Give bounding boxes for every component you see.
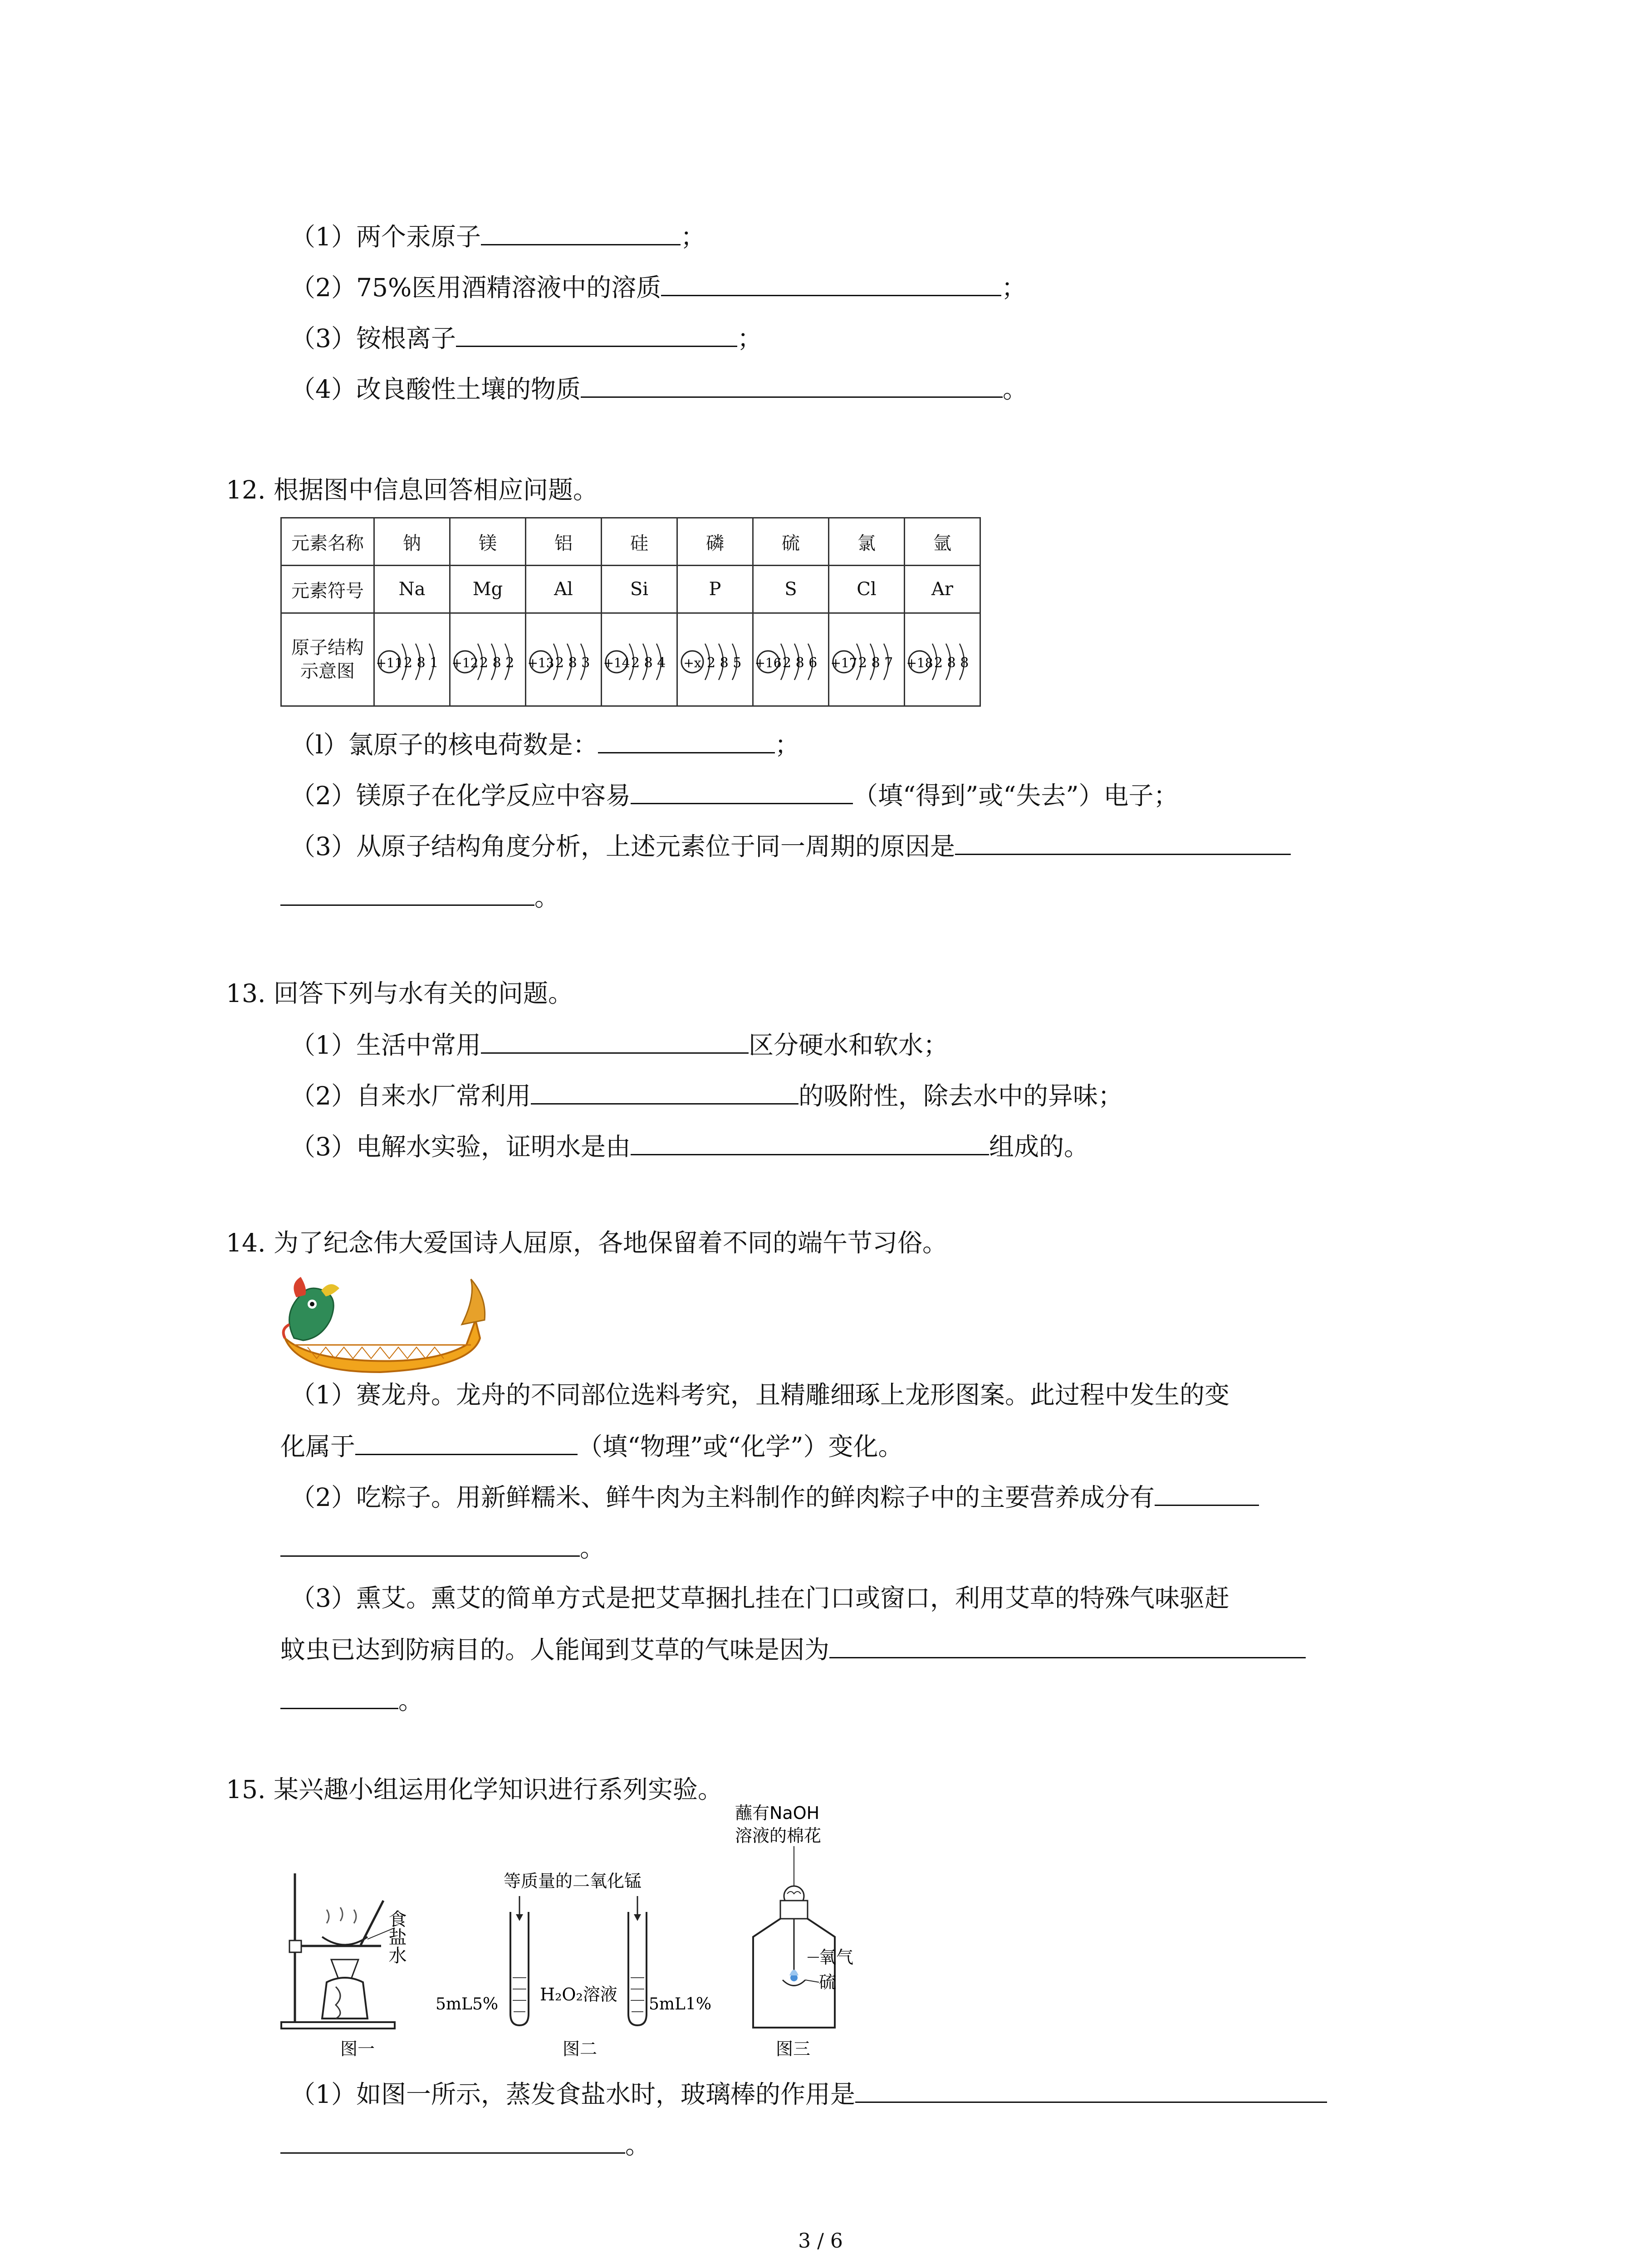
fig3-gas-label: 氧气 <box>819 1947 854 1967</box>
q11-item-3: （3）铵根离子 ； <box>290 319 762 357</box>
atom-structure-diagram <box>602 613 677 706</box>
answer-blank[interactable] <box>661 269 1001 296</box>
q13-sub-3: （3）电解水实验，证明水是由 组成的。 <box>290 1128 1089 1165</box>
row-header: 元素符号 <box>281 566 374 613</box>
answer-blank[interactable] <box>855 2075 1327 2103</box>
fig2-right-label: 5mL1% <box>649 1995 712 2014</box>
shell-electrons: 2 8 2 <box>480 655 514 671</box>
answer-blank[interactable] <box>598 726 775 753</box>
element-symbol: P <box>677 566 753 613</box>
element-symbol: Na <box>374 566 450 613</box>
element-symbol: S <box>753 566 829 613</box>
nucleus-charge: +11 <box>376 655 403 670</box>
q14-sub-1b: 化属于 （填“物理”或“化学”）变化。 <box>280 1427 903 1465</box>
element-name: 硅 <box>602 518 677 566</box>
nucleus-charge: +12 <box>451 655 479 670</box>
element-name: 铝 <box>526 518 602 566</box>
shell-electrons: 2 8 5 <box>707 655 742 671</box>
q13-title: 13. 回答下列与水有关的问题。 <box>226 979 573 1008</box>
q11-item-1: （1）两个汞原子 ； <box>290 218 705 255</box>
q14-sub-3a: （3）熏艾。熏艾的简单方式是把艾草捆扎挂在门口或窗口，利用艾草的特殊气味驱赶 <box>290 1584 1230 1613</box>
fig3-sulfur-label: 硫 <box>819 1972 837 1992</box>
element-name: 氯 <box>829 518 905 566</box>
q13-sub-2: （2）自来水厂常利用 的吸附性，除去水中的异味； <box>290 1077 1123 1114</box>
q15-sub-1: （1）如图一所示，蒸发食盐水时，玻璃棒的作用是 <box>290 2075 1327 2112</box>
atom-structure-diagram <box>905 613 980 706</box>
shell-electrons: 2 8 7 <box>858 655 893 671</box>
figure-3-sulfur-combustion <box>726 1801 907 2059</box>
q13-sub-1: （1）生活中常用 区分硬水和软水； <box>290 1026 948 1063</box>
nucleus-charge: +16 <box>754 655 782 670</box>
answer-blank[interactable] <box>631 1128 989 1155</box>
row-header: 原子结构 示意图 <box>281 613 374 706</box>
fig2-top-label: 等质量的二氧化锰 <box>504 1871 642 1891</box>
nucleus-charge: +14 <box>603 655 630 670</box>
q12-sub-1: （l）氯原子的核电荷数是： ； <box>290 726 800 763</box>
atom-structure-diagram <box>829 613 905 706</box>
dragon-boat-image <box>280 1270 489 1374</box>
nucleus-charge: +x <box>683 655 701 670</box>
shell-electrons: 2 8 8 <box>934 655 969 671</box>
answer-blank[interactable] <box>1155 1478 1259 1506</box>
figure-2-h2o2-tubes <box>436 1869 717 2059</box>
answer-blank[interactable] <box>280 2126 625 2154</box>
nucleus-charge: +13 <box>527 655 554 670</box>
shell-electrons: 2 8 1 <box>404 655 439 671</box>
element-name: 钠 <box>374 518 450 566</box>
atom-structure-diagram <box>374 613 450 706</box>
answer-blank[interactable] <box>581 370 1003 398</box>
q14-title: 14. 为了纪念伟大爱国诗人屈原，各地保留着不同的端午节习俗。 <box>226 1228 947 1257</box>
element-table <box>280 517 981 707</box>
fig1-caption: 图一 <box>340 2039 375 2059</box>
q12-sub-2: （2）镁原子在化学反应中容易 （填“得到”或“失去”）电子； <box>290 777 1178 814</box>
fig3-top-label-1: 蘸有NaOH <box>735 1803 820 1823</box>
atom-structure-diagram <box>526 613 602 706</box>
atom-structure-diagram <box>753 613 829 706</box>
nucleus-charge: +18 <box>906 655 933 670</box>
q14-sub-1a: （1）赛龙舟。龙舟的不同部位选料考究，且精雕细琢上龙形图案。此过程中发生的变 <box>290 1380 1230 1409</box>
fig3-caption: 图三 <box>776 2039 811 2059</box>
fig2-mid-label: H₂O₂溶液 <box>540 1984 617 2004</box>
q14-sub-2: （2）吃粽子。用新鲜糯米、鲜牛肉为主料制作的鲜肉粽子中的主要营养成分有 <box>290 1478 1259 1515</box>
answer-blank[interactable] <box>280 1681 398 1709</box>
element-name: 镁 <box>450 518 526 566</box>
atom-structure-diagram <box>677 613 753 706</box>
answer-blank[interactable] <box>955 827 1291 855</box>
answer-blank[interactable] <box>481 1026 749 1054</box>
fig3-top-label-2: 溶液的棉花 <box>735 1826 822 1846</box>
element-symbol: Ar <box>905 566 980 613</box>
answer-blank[interactable] <box>456 319 737 347</box>
q14-sub-3b: 蚊虫已达到防病目的。人能闻到艾草的气味是因为 <box>280 1631 1306 1668</box>
element-name: 磷 <box>677 518 753 566</box>
nucleus-charge: +17 <box>830 655 857 670</box>
element-name: 氩 <box>905 518 980 566</box>
q11-item-4: （4）改良酸性土壤的物质 。 <box>290 370 1028 407</box>
atom-structure-diagram <box>450 613 526 706</box>
page-number: 3 / 6 <box>798 2229 843 2253</box>
element-name: 硫 <box>753 518 829 566</box>
answer-blank[interactable] <box>829 1631 1306 1658</box>
answer-blank[interactable] <box>280 1529 580 1557</box>
answer-blank[interactable] <box>481 218 681 245</box>
q11-item-2: （2）75%医用酒精溶液中的溶质 ； <box>290 269 1026 306</box>
element-symbol: Mg <box>450 566 526 613</box>
q15-title: 15. 某兴趣小组运用化学知识进行系列实验。 <box>226 1775 723 1804</box>
answer-blank[interactable] <box>280 878 534 906</box>
q12-title: 12. 根据图中信息回答相应问题。 <box>226 475 598 504</box>
answer-blank[interactable] <box>631 777 853 804</box>
q14-sub-2-cont: 。 <box>280 1529 605 1566</box>
shell-electrons: 2 8 4 <box>631 655 666 671</box>
element-symbol: Cl <box>829 566 905 613</box>
q12-sub-3: （3）从原子结构角度分析，上述元素位于同一周期的原因是 <box>290 827 1291 865</box>
answer-blank[interactable] <box>531 1077 798 1105</box>
fig2-caption: 图二 <box>563 2039 598 2059</box>
element-symbol: Si <box>602 566 677 613</box>
shell-electrons: 2 8 6 <box>783 655 818 671</box>
row-header: 元素名称 <box>281 518 374 566</box>
answer-blank[interactable] <box>355 1427 578 1455</box>
fig2-left-label: 5mL5% <box>436 1995 499 2014</box>
q12-sub-3-cont: 。 <box>280 878 559 915</box>
q14-sub-3-cont: 。 <box>280 1681 423 1719</box>
fig1-label: 食盐水 <box>386 1910 407 1964</box>
figure-1-evaporation <box>277 1869 426 2059</box>
q15-sub-1-cont: 。 <box>280 2126 650 2163</box>
element-symbol: Al <box>526 566 602 613</box>
shell-electrons: 2 8 3 <box>555 655 590 671</box>
